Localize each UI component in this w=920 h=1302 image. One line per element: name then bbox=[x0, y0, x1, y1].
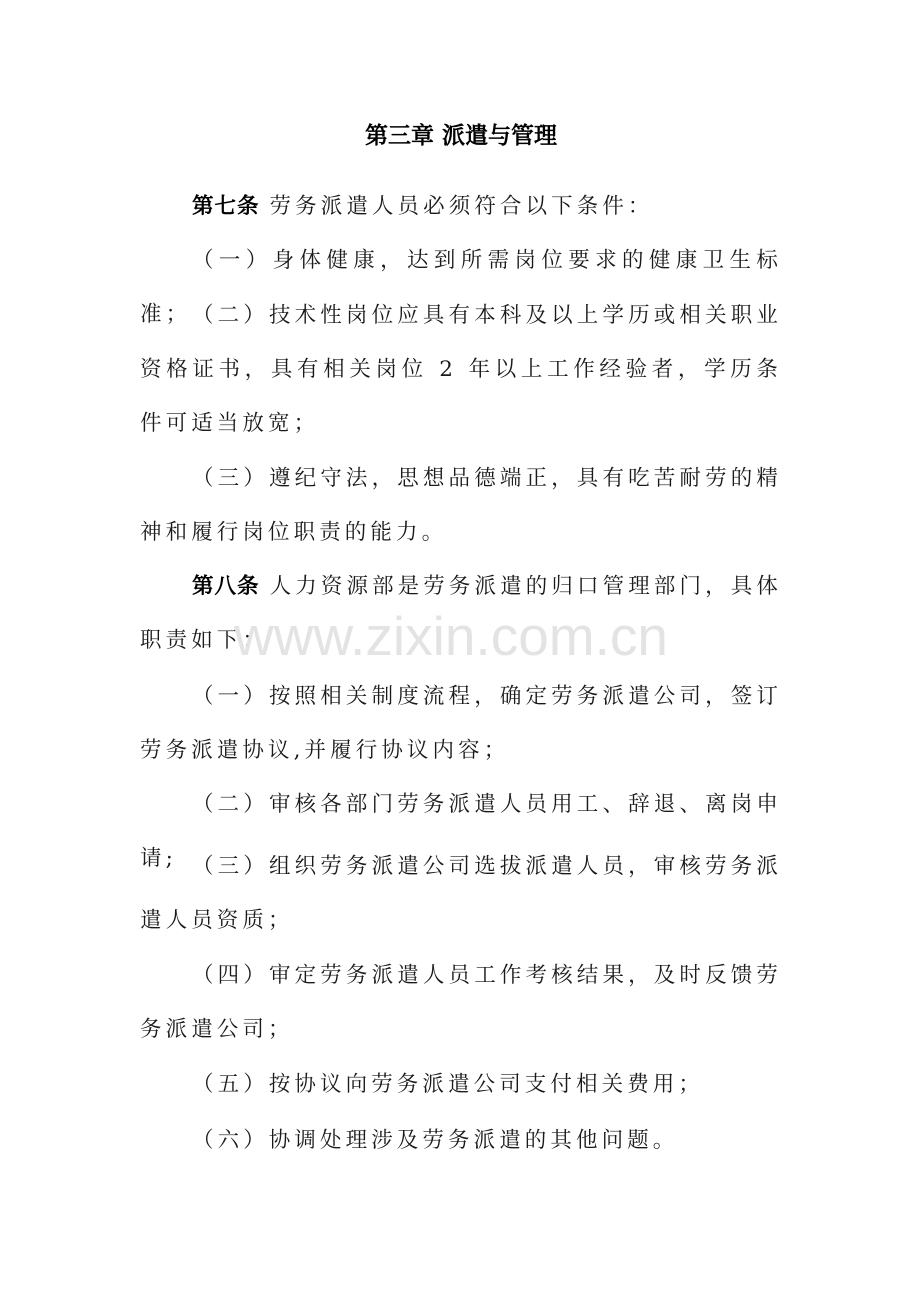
article-7-label: 第七条 bbox=[192, 194, 260, 219]
article-8-heading bbox=[140, 560, 782, 668]
article-8-item-1: （一）按照相关制度流程，确定劳务派遣公司，签订劳务派遣协议,并履行协议内容； bbox=[140, 684, 782, 763]
article-7-item-2: （二）技术性岗位应具有本科及以上学历或相关职业资格证书，具有相关岗位 2 年以上工作经验者，学历条件可适当放宽； bbox=[140, 303, 782, 436]
article-7-item-3: （三）遵纪守法，思想品德端正，具有吃苦耐劳的精神和履行岗位职责的能力。 bbox=[140, 466, 782, 545]
article-7-heading bbox=[140, 180, 782, 234]
article-8-text: 人力资源部是劳务派遣的归口管理部门，具体职责如下： bbox=[140, 574, 782, 653]
article-7-item-1: （一）身体健康，达到所需岗位要求的健康卫生标准； bbox=[140, 248, 782, 327]
article-8-item-2: （二）审核各部门劳务派遣人员用工、辞退、离岗申请; bbox=[140, 792, 782, 871]
article-8-label: 第八条 bbox=[192, 574, 260, 599]
article-8-item-6: （六）协调处理涉及劳务派遣的其他问题。 bbox=[192, 1128, 679, 1153]
article-8-item-4: （四）审定劳务派遣人员工作考核结果，及时反馈劳务派遣公司； bbox=[140, 963, 782, 1042]
chapter-title: 第三章 派遣与管理 bbox=[364, 123, 557, 149]
watermark: www.zixin.com.cn bbox=[234, 605, 668, 667]
article-7-text: 劳务派遣人员必须符合以下条件： bbox=[269, 194, 654, 219]
article-8-item-5: （五）按协议向劳务派遣公司支付相关费用； bbox=[192, 1072, 705, 1097]
article-8-item-3: （三）组织劳务派遣公司选拔派遣人员，审核劳务派遣人员资质； bbox=[140, 854, 782, 933]
